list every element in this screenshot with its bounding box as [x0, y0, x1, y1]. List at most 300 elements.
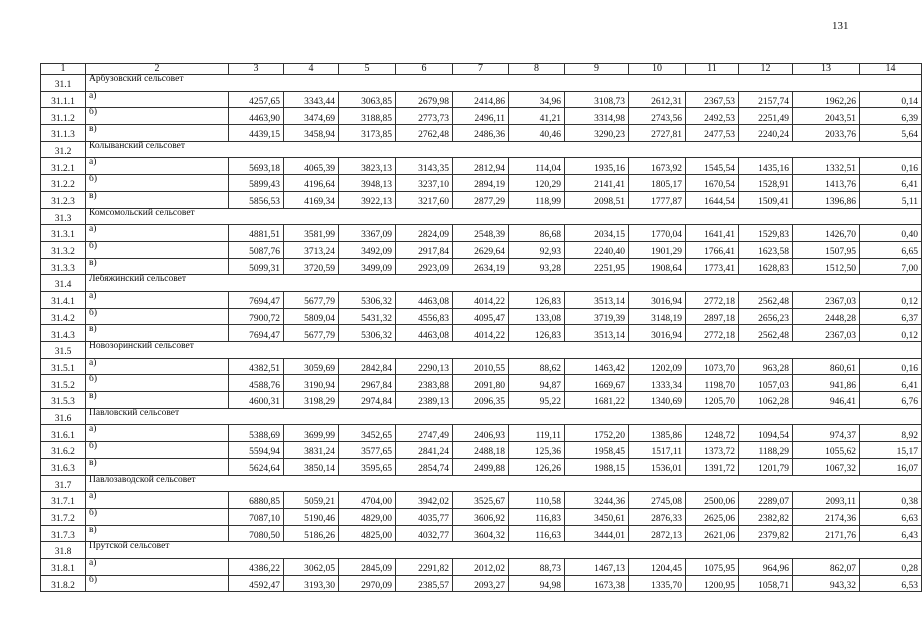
- table-cell: 0,28: [860, 558, 922, 575]
- table-cell: 2382,82: [739, 508, 793, 525]
- column-header: 14: [860, 64, 922, 75]
- table-cell: 3367,09: [339, 225, 396, 242]
- table-cell: 1641,41: [686, 225, 739, 242]
- table-cell: 5677,79: [284, 291, 339, 308]
- table-cell: 118,99: [509, 191, 565, 208]
- table-cell: 1340,69: [629, 392, 686, 409]
- table-cell: 2762,48: [396, 125, 453, 142]
- table-cell: 1752,20: [565, 425, 629, 442]
- section-code: 31.1: [41, 75, 86, 92]
- table-cell: 1958,45: [565, 442, 629, 459]
- table-cell: 3148,19: [629, 308, 686, 325]
- header-row: [41, 64, 922, 75]
- table-cell: 94,98: [509, 575, 565, 592]
- section-title: Павловский сельсовет: [86, 408, 922, 425]
- table-cell: 126,26: [509, 458, 565, 475]
- table-cell: 2679,98: [396, 91, 453, 108]
- table-row: [41, 392, 922, 409]
- section-row: [41, 275, 922, 292]
- table-cell: 2096,35: [453, 392, 509, 409]
- row-code: 31.7.1: [41, 492, 86, 509]
- table-cell: 4592,47: [229, 575, 284, 592]
- table-cell: 2854,74: [396, 458, 453, 475]
- column-header: 7: [453, 64, 509, 75]
- row-variant-label: в): [86, 458, 229, 475]
- table-cell: 5306,32: [339, 291, 396, 308]
- table-cell: 2488,18: [453, 442, 509, 459]
- table-cell: 1623,58: [739, 241, 793, 258]
- table-cell: 943,32: [793, 575, 860, 592]
- table-cell: 125,36: [509, 442, 565, 459]
- table-cell: 3831,24: [284, 442, 339, 459]
- table-cell: 1205,70: [686, 392, 739, 409]
- table-cell: 3604,32: [453, 525, 509, 542]
- column-header: 13: [793, 64, 860, 75]
- table-cell: 2548,39: [453, 225, 509, 242]
- table-cell: 860,61: [793, 358, 860, 375]
- table-cell: 3290,23: [565, 125, 629, 142]
- table-cell: 5,64: [860, 125, 922, 142]
- table-cell: 1373,72: [686, 442, 739, 459]
- table-cell: 95,22: [509, 392, 565, 409]
- table-cell: 4014,22: [453, 291, 509, 308]
- table-cell: 7,00: [860, 258, 922, 275]
- table-cell: 2897,18: [686, 308, 739, 325]
- table-cell: 2621,06: [686, 525, 739, 542]
- section-code: 31.8: [41, 542, 86, 559]
- section-row: [41, 208, 922, 225]
- table-cell: 1773,41: [686, 258, 739, 275]
- table-cell: 2876,33: [629, 508, 686, 525]
- row-code: 31.8.1: [41, 558, 86, 575]
- table-cell: 3108,73: [565, 91, 629, 108]
- table-cell: 5431,32: [339, 308, 396, 325]
- table-cell: 2625,06: [686, 508, 739, 525]
- table-cell: 3198,29: [284, 392, 339, 409]
- table-cell: 3444,01: [565, 525, 629, 542]
- table-cell: 2240,24: [739, 125, 793, 142]
- table-cell: 2367,53: [686, 91, 739, 108]
- table-cell: 5693,18: [229, 158, 284, 175]
- table-row: [41, 108, 922, 125]
- table-cell: 1200,95: [686, 575, 739, 592]
- table-cell: 1335,70: [629, 575, 686, 592]
- table-cell: 2171,76: [793, 525, 860, 542]
- table-cell: 1509,41: [739, 191, 793, 208]
- table-cell: 2917,84: [396, 241, 453, 258]
- table-cell: 5190,46: [284, 508, 339, 525]
- table-row: [41, 158, 922, 175]
- table-cell: 1426,70: [793, 225, 860, 242]
- row-code: 31.4.1: [41, 291, 86, 308]
- table-cell: 5099,31: [229, 258, 284, 275]
- table-cell: 3942,02: [396, 492, 453, 509]
- table-cell: 3173,85: [339, 125, 396, 142]
- table-cell: 4600,31: [229, 392, 284, 409]
- table-cell: 1545,54: [686, 158, 739, 175]
- table-cell: 5856,53: [229, 191, 284, 208]
- table-cell: 0,38: [860, 492, 922, 509]
- table-cell: 3188,85: [339, 108, 396, 125]
- section-title: Прутской сельсовет: [86, 542, 922, 559]
- table-cell: 2499,88: [453, 458, 509, 475]
- table-cell: 1188,29: [739, 442, 793, 459]
- table-cell: 2612,31: [629, 91, 686, 108]
- data-table: [40, 63, 922, 592]
- table-cell: 1333,34: [629, 375, 686, 392]
- table-cell: 862,07: [793, 558, 860, 575]
- row-variant-label: а): [86, 358, 229, 375]
- table-cell: 2157,74: [739, 91, 793, 108]
- table-cell: 974,37: [793, 425, 860, 442]
- row-code: 31.2.3: [41, 191, 86, 208]
- table-cell: 4704,00: [339, 492, 396, 509]
- section-code: 31.3: [41, 208, 86, 225]
- table-cell: 1201,79: [739, 458, 793, 475]
- table-cell: 3581,99: [284, 225, 339, 242]
- row-code: 31.6.1: [41, 425, 86, 442]
- table-cell: 3595,65: [339, 458, 396, 475]
- row-variant-label: в): [86, 392, 229, 409]
- table-cell: 1529,83: [739, 225, 793, 242]
- table-cell: 4463,08: [396, 291, 453, 308]
- table-cell: 1385,86: [629, 425, 686, 442]
- table-cell: 1413,76: [793, 175, 860, 192]
- column-header: 3: [229, 64, 284, 75]
- table-cell: 1202,09: [629, 358, 686, 375]
- table-cell: 5624,64: [229, 458, 284, 475]
- table-cell: 2034,15: [565, 225, 629, 242]
- row-code: 31.2.1: [41, 158, 86, 175]
- row-variant-label: б): [86, 241, 229, 258]
- table-cell: 2772,18: [686, 291, 739, 308]
- table-row: [41, 91, 922, 108]
- table-cell: 6,41: [860, 375, 922, 392]
- table-cell: 2486,36: [453, 125, 509, 142]
- table-cell: 3720,59: [284, 258, 339, 275]
- table-row: [41, 458, 922, 475]
- table-cell: 2841,24: [396, 442, 453, 459]
- table-cell: 3823,13: [339, 158, 396, 175]
- table-cell: 6,37: [860, 308, 922, 325]
- table-cell: 3217,60: [396, 191, 453, 208]
- table-cell: 2291,82: [396, 558, 453, 575]
- row-code: 31.7.3: [41, 525, 86, 542]
- table-cell: 3237,10: [396, 175, 453, 192]
- table-cell: 963,28: [739, 358, 793, 375]
- row-variant-label: в): [86, 258, 229, 275]
- row-variant-label: а): [86, 225, 229, 242]
- table-cell: 4439,15: [229, 125, 284, 142]
- table-cell: 2385,57: [396, 575, 453, 592]
- column-header: 1: [41, 64, 86, 75]
- table-cell: 0,14: [860, 91, 922, 108]
- table-cell: 3016,94: [629, 325, 686, 342]
- table-cell: 1512,50: [793, 258, 860, 275]
- table-cell: 93,28: [509, 258, 565, 275]
- table-cell: 2629,64: [453, 241, 509, 258]
- table-cell: 3314,98: [565, 108, 629, 125]
- table-cell: 16,07: [860, 458, 922, 475]
- table-cell: 1204,45: [629, 558, 686, 575]
- row-variant-label: а): [86, 558, 229, 575]
- table-cell: 3343,44: [284, 91, 339, 108]
- table-row: [41, 442, 922, 459]
- section-row: [41, 475, 922, 492]
- table-row: [41, 575, 922, 592]
- row-code: 31.3.3: [41, 258, 86, 275]
- table-cell: 5,11: [860, 191, 922, 208]
- section-title: Новозоринский сельсовет: [86, 342, 922, 359]
- table-cell: 2747,49: [396, 425, 453, 442]
- table-cell: 2174,36: [793, 508, 860, 525]
- row-variant-label: б): [86, 442, 229, 459]
- column-header: 2: [86, 64, 229, 75]
- table-row: [41, 125, 922, 142]
- table-cell: 2894,19: [453, 175, 509, 192]
- table-cell: 1805,17: [629, 175, 686, 192]
- row-variant-label: б): [86, 575, 229, 592]
- section-code: 31.4: [41, 275, 86, 292]
- row-variant-label: в): [86, 191, 229, 208]
- row-variant-label: б): [86, 308, 229, 325]
- table-row: [41, 258, 922, 275]
- table-cell: 3059,69: [284, 358, 339, 375]
- table-cell: 6,53: [860, 575, 922, 592]
- table-cell: 4829,00: [339, 508, 396, 525]
- table-cell: 92,93: [509, 241, 565, 258]
- table-cell: 1463,42: [565, 358, 629, 375]
- table-cell: 1901,29: [629, 241, 686, 258]
- table-cell: 2389,13: [396, 392, 453, 409]
- table-cell: 3513,14: [565, 325, 629, 342]
- table-cell: 2379,82: [739, 525, 793, 542]
- table-cell: 2414,86: [453, 91, 509, 108]
- table-cell: 1073,70: [686, 358, 739, 375]
- table-cell: 2923,09: [396, 258, 453, 275]
- page-number: 131: [832, 20, 849, 32]
- table-cell: 2812,94: [453, 158, 509, 175]
- table-cell: 2872,13: [629, 525, 686, 542]
- table-cell: 2367,03: [793, 291, 860, 308]
- table-row: [41, 291, 922, 308]
- table-cell: 3850,14: [284, 458, 339, 475]
- table-cell: 2634,19: [453, 258, 509, 275]
- column-header: 5: [339, 64, 396, 75]
- row-code: 31.5.3: [41, 392, 86, 409]
- row-code: 31.3.2: [41, 241, 86, 258]
- table-cell: 1670,54: [686, 175, 739, 192]
- table-cell: 5388,69: [229, 425, 284, 442]
- table-cell: 2448,28: [793, 308, 860, 325]
- row-variant-label: а): [86, 91, 229, 108]
- table-cell: 1062,28: [739, 392, 793, 409]
- table-cell: 3713,24: [284, 241, 339, 258]
- table-row: [41, 508, 922, 525]
- row-variant-label: а): [86, 291, 229, 308]
- table-cell: 86,68: [509, 225, 565, 242]
- table-cell: 3063,85: [339, 91, 396, 108]
- table-cell: 4556,83: [396, 308, 453, 325]
- table-cell: 6,39: [860, 108, 922, 125]
- table-row: [41, 308, 922, 325]
- table-row: [41, 558, 922, 575]
- table-cell: 1536,01: [629, 458, 686, 475]
- table-cell: 2562,48: [739, 325, 793, 342]
- table-cell: 2033,76: [793, 125, 860, 142]
- table-cell: 2383,88: [396, 375, 453, 392]
- table-cell: 5087,76: [229, 241, 284, 258]
- table-cell: 941,86: [793, 375, 860, 392]
- table-cell: 2012,02: [453, 558, 509, 575]
- table-cell: 126,83: [509, 291, 565, 308]
- table-cell: 0,12: [860, 291, 922, 308]
- table-row: [41, 358, 922, 375]
- table-cell: 3492,09: [339, 241, 396, 258]
- table-row: [41, 325, 922, 342]
- table-cell: 1391,72: [686, 458, 739, 475]
- table-cell: 4169,34: [284, 191, 339, 208]
- table-cell: 1198,70: [686, 375, 739, 392]
- row-variant-label: а): [86, 425, 229, 442]
- table-cell: 94,87: [509, 375, 565, 392]
- table-cell: 1517,11: [629, 442, 686, 459]
- table-cell: 1067,32: [793, 458, 860, 475]
- table-cell: 4032,77: [396, 525, 453, 542]
- row-code: 31.1.3: [41, 125, 86, 142]
- table-cell: 2727,81: [629, 125, 686, 142]
- table-cell: 1467,13: [565, 558, 629, 575]
- row-variant-label: б): [86, 175, 229, 192]
- table-cell: 7087,10: [229, 508, 284, 525]
- table-cell: 4588,76: [229, 375, 284, 392]
- table-cell: 34,96: [509, 91, 565, 108]
- table-cell: 7080,50: [229, 525, 284, 542]
- table-cell: 3699,99: [284, 425, 339, 442]
- table-cell: 2974,84: [339, 392, 396, 409]
- row-code: 31.1.2: [41, 108, 86, 125]
- table-cell: 7900,72: [229, 308, 284, 325]
- table-cell: 3577,65: [339, 442, 396, 459]
- table-cell: 1396,86: [793, 191, 860, 208]
- table-row: [41, 241, 922, 258]
- table-cell: 1644,54: [686, 191, 739, 208]
- table-row: [41, 525, 922, 542]
- table-cell: 0,40: [860, 225, 922, 242]
- table-cell: 2656,23: [739, 308, 793, 325]
- table-cell: 1507,95: [793, 241, 860, 258]
- table-cell: 88,73: [509, 558, 565, 575]
- table-cell: 2970,09: [339, 575, 396, 592]
- table-cell: 3016,94: [629, 291, 686, 308]
- table-cell: 1935,16: [565, 158, 629, 175]
- row-code: 31.4.2: [41, 308, 86, 325]
- table-cell: 5059,21: [284, 492, 339, 509]
- table-cell: 2367,03: [793, 325, 860, 342]
- table-cell: 4095,47: [453, 308, 509, 325]
- table-cell: 4463,08: [396, 325, 453, 342]
- table-cell: 5306,32: [339, 325, 396, 342]
- column-header: 10: [629, 64, 686, 75]
- table-cell: 6,65: [860, 241, 922, 258]
- table-cell: 1988,15: [565, 458, 629, 475]
- table-cell: 3450,61: [565, 508, 629, 525]
- table-cell: 2093,27: [453, 575, 509, 592]
- row-code: 31.5.1: [41, 358, 86, 375]
- table-row: [41, 492, 922, 509]
- section-title: Комсомольский сельсовет: [86, 208, 922, 225]
- table-cell: 116,63: [509, 525, 565, 542]
- table-cell: 2877,29: [453, 191, 509, 208]
- column-header: 12: [739, 64, 793, 75]
- table-cell: 2772,18: [686, 325, 739, 342]
- table-cell: 3062,05: [284, 558, 339, 575]
- table-cell: 0,16: [860, 158, 922, 175]
- table-row: [41, 225, 922, 242]
- table-cell: 2773,73: [396, 108, 453, 125]
- table-cell: 6,41: [860, 175, 922, 192]
- table-cell: 2043,51: [793, 108, 860, 125]
- table-cell: 1777,87: [629, 191, 686, 208]
- table-row: [41, 425, 922, 442]
- table-cell: 2098,51: [565, 191, 629, 208]
- table-cell: 2745,08: [629, 492, 686, 509]
- table-row: [41, 175, 922, 192]
- section-title: Павлозаводской сельсовет: [86, 475, 922, 492]
- table-cell: 2093,11: [793, 492, 860, 509]
- table-cell: 4463,90: [229, 108, 284, 125]
- row-code: 31.3.1: [41, 225, 86, 242]
- table-cell: 3922,13: [339, 191, 396, 208]
- row-code: 31.8.2: [41, 575, 86, 592]
- table-cell: 2500,06: [686, 492, 739, 509]
- table-cell: 5594,94: [229, 442, 284, 459]
- table-cell: 7694,47: [229, 291, 284, 308]
- table-cell: 116,83: [509, 508, 565, 525]
- column-header: 9: [565, 64, 629, 75]
- table-cell: 1673,92: [629, 158, 686, 175]
- section-row: [41, 141, 922, 158]
- table-cell: 2240,40: [565, 241, 629, 258]
- section-row: [41, 342, 922, 359]
- table-cell: 2492,53: [686, 108, 739, 125]
- table-cell: 133,08: [509, 308, 565, 325]
- table-cell: 1058,71: [739, 575, 793, 592]
- table-cell: 2496,11: [453, 108, 509, 125]
- row-code: 31.1.1: [41, 91, 86, 108]
- row-variant-label: б): [86, 508, 229, 525]
- table-cell: 964,96: [739, 558, 793, 575]
- table-cell: 119,11: [509, 425, 565, 442]
- table-cell: 3513,14: [565, 291, 629, 308]
- table-cell: 1669,67: [565, 375, 629, 392]
- table-row: [41, 191, 922, 208]
- table-cell: 1055,62: [793, 442, 860, 459]
- table-cell: 0,16: [860, 358, 922, 375]
- row-code: 31.2.2: [41, 175, 86, 192]
- section-row: [41, 408, 922, 425]
- table-cell: 1332,51: [793, 158, 860, 175]
- table-cell: 2251,49: [739, 108, 793, 125]
- table-cell: 6,43: [860, 525, 922, 542]
- table-cell: 3244,36: [565, 492, 629, 509]
- table-cell: 3143,35: [396, 158, 453, 175]
- table-cell: 1908,64: [629, 258, 686, 275]
- table-cell: 4825,00: [339, 525, 396, 542]
- table-cell: 3190,94: [284, 375, 339, 392]
- row-variant-label: б): [86, 375, 229, 392]
- section-title: Колыванский сельсовет: [86, 141, 922, 158]
